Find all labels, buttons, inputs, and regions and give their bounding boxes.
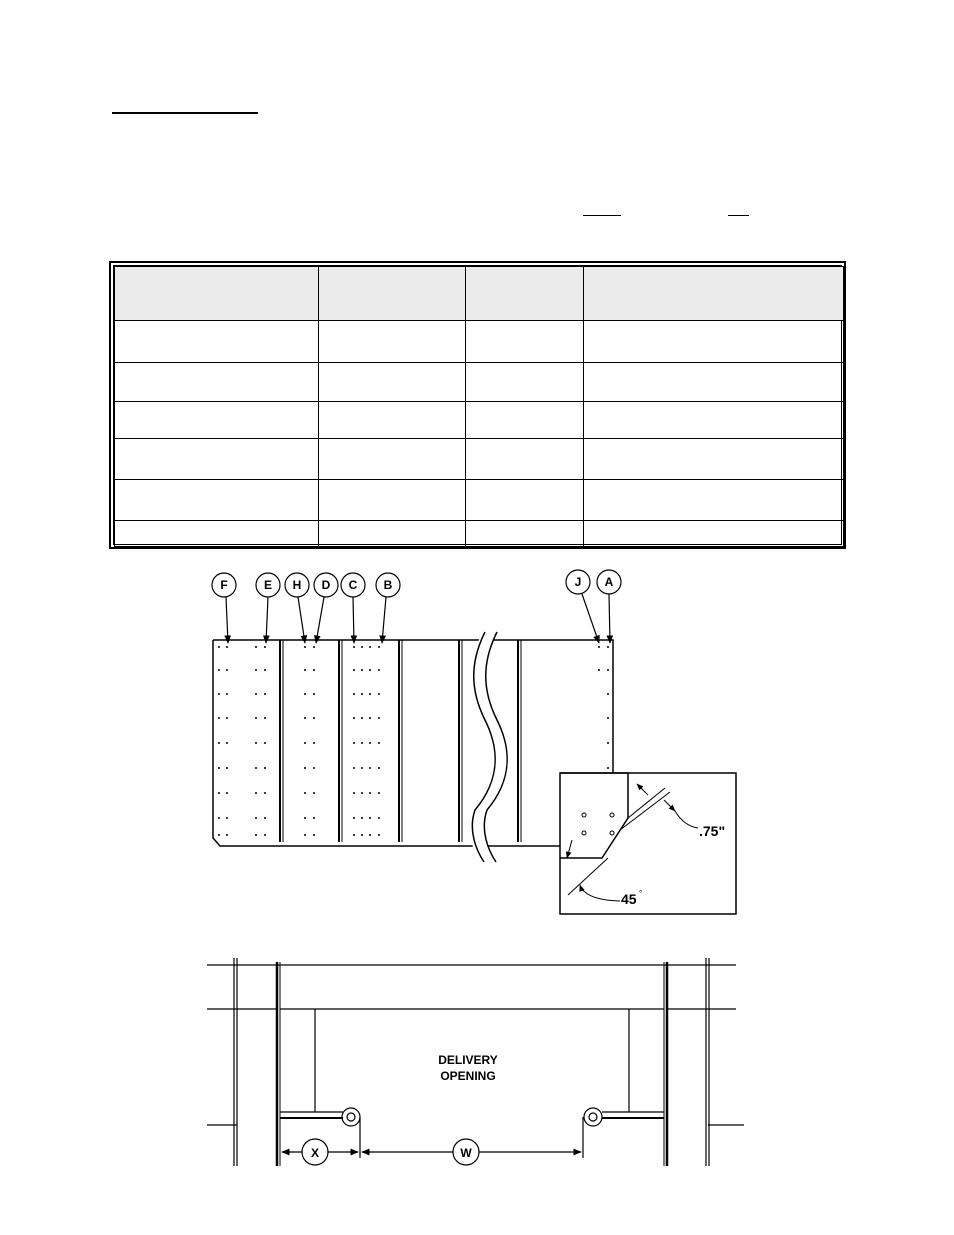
hole-dot [598, 669, 600, 671]
hole-dot [361, 693, 363, 695]
hole-dot [607, 693, 609, 695]
hole-dot [353, 742, 355, 744]
hole-dot [378, 693, 380, 695]
hole-dot [369, 817, 371, 819]
opening-label-line1: DELIVERY [438, 1053, 498, 1067]
hole-dot [369, 792, 371, 794]
callout-J [566, 570, 599, 643]
hole-dot [378, 817, 380, 819]
hole-dot [369, 669, 371, 671]
hole-dot [361, 742, 363, 744]
hole-dot [304, 669, 306, 671]
hole-dot [313, 767, 315, 769]
hole-dot [353, 669, 355, 671]
hole-dot [378, 792, 380, 794]
hole-dot [607, 669, 609, 671]
hole-dot [369, 717, 371, 719]
hole-dot [369, 693, 371, 695]
hole-dot [378, 669, 380, 671]
hole-dot [264, 693, 266, 695]
hole-dot [264, 717, 266, 719]
hole-dot [218, 646, 220, 648]
hole-dot [226, 817, 228, 819]
opening-label-line2: OPENING [440, 1069, 496, 1083]
hole-dot [255, 834, 257, 836]
hole-dot [304, 693, 306, 695]
hole-dot [369, 767, 371, 769]
hole-dot [218, 693, 220, 695]
hole-dot [304, 792, 306, 794]
hole-dot [304, 742, 306, 744]
hole-dot [607, 742, 609, 744]
hole-dot [255, 693, 257, 695]
hole-dot [304, 817, 306, 819]
hole-dot [353, 817, 355, 819]
hole-dot [353, 717, 355, 719]
hole-dot [264, 742, 266, 744]
callout-letter: H [292, 578, 302, 592]
hole-dot [226, 717, 228, 719]
hole-dot [378, 646, 380, 648]
callout-letter: C [348, 578, 358, 592]
hole-dot [361, 717, 363, 719]
hole-dot [264, 767, 266, 769]
hole-dot [378, 717, 380, 719]
dimension-w-label: W [460, 1146, 472, 1160]
hole-dot [313, 669, 315, 671]
hole-dot [264, 792, 266, 794]
hole-dot [353, 693, 355, 695]
hole-dot [255, 742, 257, 744]
hole-dot [226, 742, 228, 744]
hole-dot [353, 767, 355, 769]
callout-letter: B [383, 578, 393, 592]
hole-dot [226, 646, 228, 648]
hole-dot [369, 834, 371, 836]
hole-dot [226, 834, 228, 836]
hole-dot [264, 817, 266, 819]
hole-dot [313, 646, 315, 648]
hole-dot [361, 669, 363, 671]
hole-dot [353, 792, 355, 794]
hole-dot [226, 767, 228, 769]
corner-detail-box [560, 773, 736, 914]
hole-dot [361, 817, 363, 819]
hole-dot [255, 767, 257, 769]
hole-dot [255, 646, 257, 648]
hole-dot [313, 792, 315, 794]
hole-dot [218, 669, 220, 671]
hole-dot [313, 817, 315, 819]
hole-dot [226, 693, 228, 695]
hole-dot [304, 717, 306, 719]
hole-dot [313, 693, 315, 695]
hole-dot [313, 834, 315, 836]
hole-dot [226, 669, 228, 671]
hole-dot [304, 834, 306, 836]
hole-dot [218, 742, 220, 744]
hole-dot [218, 767, 220, 769]
hole-dot [218, 817, 220, 819]
hole-dot [361, 834, 363, 836]
hole-dot [313, 742, 315, 744]
callout-letter: D [321, 578, 331, 592]
hole-dot [264, 669, 266, 671]
hole-dot [361, 767, 363, 769]
hole-dot [378, 834, 380, 836]
hole-dot [607, 767, 609, 769]
hole-dot [378, 767, 380, 769]
hole-dot [598, 646, 600, 648]
hole-dot [607, 717, 609, 719]
hole-dot [255, 792, 257, 794]
dimension-x-label: X [310, 1146, 320, 1160]
hole-dot [361, 646, 363, 648]
hole-pattern [218, 646, 609, 836]
offset-dimension-label: .75" [699, 823, 726, 839]
hole-dot [304, 767, 306, 769]
hole-dot [218, 834, 220, 836]
hole-dot [313, 717, 315, 719]
hole-dot [304, 646, 306, 648]
angle-dimension-label: 45 [621, 891, 637, 907]
hole-dot [353, 834, 355, 836]
hole-dot [255, 817, 257, 819]
hole-dot [369, 646, 371, 648]
callout-letter: F [220, 578, 228, 592]
degree-symbol: ° [639, 889, 643, 898]
panel-callouts [212, 570, 621, 643]
hole-dot [361, 792, 363, 794]
callout-letter: J [574, 575, 582, 589]
panel-drawing [213, 632, 613, 862]
hole-dot [226, 792, 228, 794]
hole-dot [264, 834, 266, 836]
hole-dot [255, 717, 257, 719]
hole-dot [218, 792, 220, 794]
hole-dot [369, 742, 371, 744]
callout-letter: E [263, 578, 273, 592]
hole-dot [255, 669, 257, 671]
hole-dot [353, 646, 355, 648]
hole-dot [264, 646, 266, 648]
hole-dot [378, 742, 380, 744]
callout-letter: A [604, 575, 614, 589]
hole-dot [218, 717, 220, 719]
hole-dot [607, 646, 609, 648]
